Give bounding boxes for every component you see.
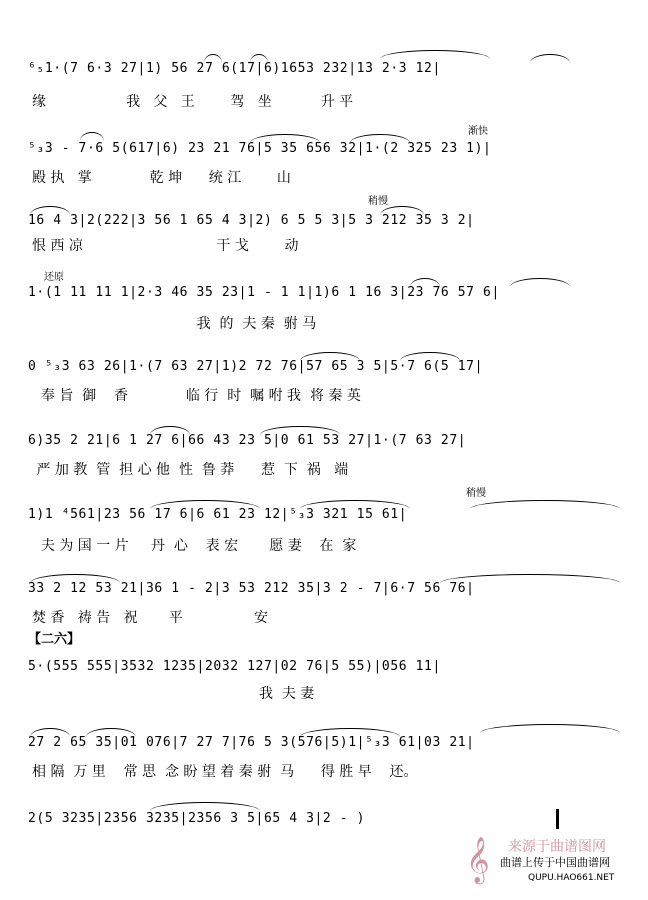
lyric-line-4: 我 的 夫 秦 驸 马 — [32, 316, 317, 332]
slur-mark — [380, 206, 424, 215]
treble-clef-icon: 𝄞 — [466, 837, 490, 883]
lyric-line-3: 恨 西 凉 干 戈 动 — [32, 238, 299, 254]
notation-line-3: 16 4 3|2(222|3 56 1 65 4 3|2) 6 5 5 3|5 3 212 35 3 2| — [28, 213, 475, 228]
tempo-mark-slower: 稍慢 — [368, 196, 388, 207]
slur-mark — [250, 134, 320, 143]
lyric-line-7: 夫 为 国 一 片 丹 心 表 宏 愿 妻 在 家 — [32, 538, 357, 554]
lyric-line-2: 殿 执 掌 乾 坤 统 江 山 — [32, 170, 291, 186]
notation-line-4: 1·(1 11 11 1|2·3 46 35 23|1 - 1 1|1)6 1 16 3|23 76 57 6| — [28, 285, 500, 300]
notation-line-8: 33 2 12 53 21|36 1 - 2|3 53 212 35|3 2 - 7|6·7 56 76| — [28, 581, 475, 596]
notation-line-11: 2(5 3235|2356 3235|2356 3 5|65 4 3|2 - ) — [28, 811, 366, 826]
watermark — [464, 832, 634, 892]
slur-mark — [150, 802, 260, 811]
slur-mark — [300, 500, 410, 509]
slur-mark — [480, 724, 620, 733]
notation-line-5: 0 ⁵₃3 63 26|1·(7 63 27|1)2 72 76|57 65 3 5|5·7 6(5 17| — [28, 359, 484, 374]
slur-mark — [86, 728, 136, 737]
slur-mark — [530, 54, 570, 63]
slur-mark — [30, 728, 70, 737]
lyric-line-8: 焚 香 祷 告 祝 平 安 — [32, 610, 268, 626]
watermark-url-text: QUPU.HAO661.NET — [528, 873, 615, 883]
notation-line-10: 27 2 65 35|01 076|7 27 7|76 5 3(576|5)1|⁵₃3 61|03 21| — [28, 735, 475, 750]
tempo-mark-slower-2: 稍慢 — [466, 488, 486, 499]
slur-mark — [250, 54, 268, 63]
slur-mark — [440, 574, 620, 583]
lyric-line-1: 缘 我 父 王 驾 坐 升 平 — [32, 94, 354, 110]
slur-mark — [80, 132, 104, 141]
watermark-upload-text: 曲谱上传于中国曲谱网 — [500, 856, 610, 869]
slur-mark — [300, 352, 360, 361]
slur-mark — [150, 500, 260, 509]
lyric-line-6: 严 加 教 管 担 心 他 性 鲁 莽 惹 下 祸 端 — [32, 462, 349, 478]
slur-mark — [204, 54, 222, 63]
lyric-line-9: 我 夫 妻 — [32, 686, 315, 702]
final-barline — [556, 809, 559, 829]
slur-mark — [260, 426, 340, 435]
slur-mark — [470, 500, 620, 509]
slur-mark — [350, 134, 410, 143]
tempo-mark-restore: 还原 — [44, 272, 64, 283]
lyric-line-5: 奉 旨 御 香 临 行 时 嘱 咐 我 将 秦 英 — [32, 388, 361, 404]
notation-line-7: 1)1 ⁴561|23 56 17 6|6 61 23 12|⁵₃3 321 15 61| — [28, 507, 408, 522]
slur-mark — [300, 728, 400, 737]
notation-line-1: ⁶₅1·(7 6·3 27|1) 56 27 6(17|6)1653 232|13 2·3 12| — [28, 61, 441, 76]
slur-mark — [380, 50, 490, 59]
notation-line-6: 6)35 2 21|6 1 27 6|66 43 23 5|0 61 53 27|1·(7 63 27| — [28, 433, 467, 448]
watermark-source-text: 来源于曲谱图网 — [508, 839, 606, 855]
slur-mark — [410, 278, 440, 287]
slur-mark — [150, 426, 190, 435]
slur-mark — [30, 206, 70, 215]
slur-mark — [400, 352, 460, 361]
tempo-mark-accelerando: 渐快 — [468, 126, 488, 137]
notation-line-9: 5·(555 555|3532 1235|2032 127|02 76|5 55)|056 11| — [28, 659, 441, 674]
slur-mark — [510, 278, 570, 287]
section-label-erliu: 【二六】 — [28, 632, 81, 647]
slur-mark — [30, 574, 120, 583]
notation-line-2: ⁵₃3 - 7·6 5(617|6) 23 21 76|5 35 656 32|1·(2 325 23 1)| — [28, 141, 492, 156]
lyric-line-10: 相 隔 万 里 常 思 念 盼 望 着 秦 驸 马 得 胜 早 还。 — [32, 764, 418, 780]
